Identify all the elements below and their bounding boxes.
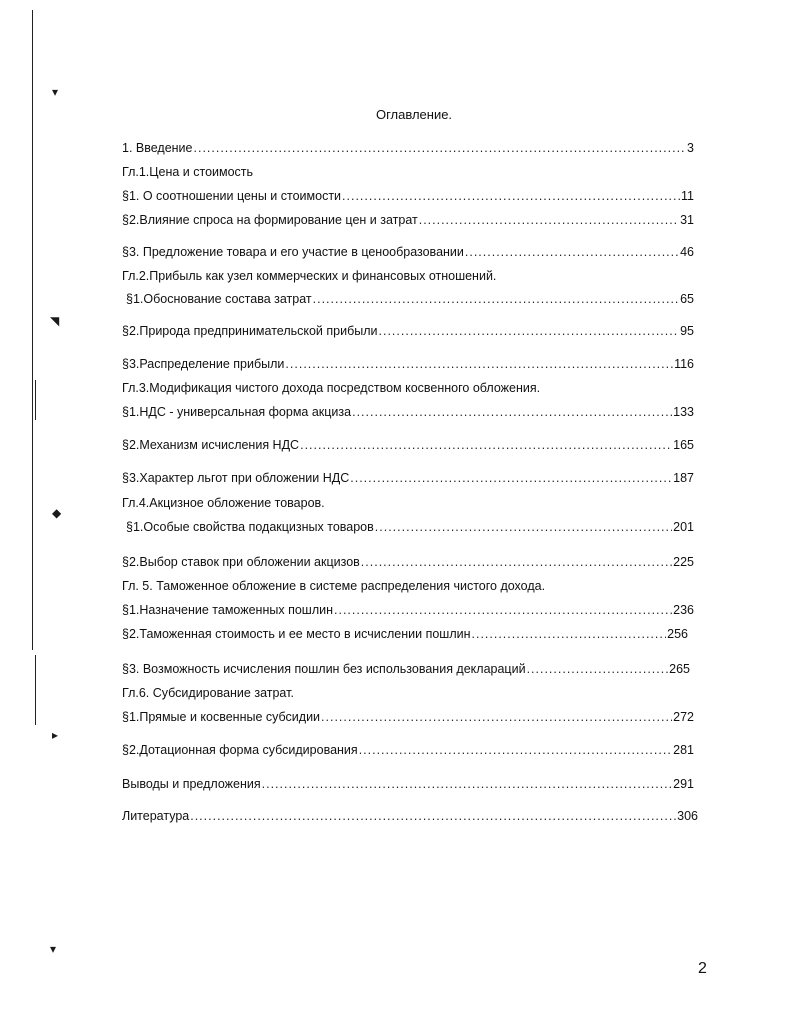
toc-leader-dots bbox=[321, 710, 672, 724]
toc-entry bbox=[126, 292, 694, 306]
toc-page-number: 272 bbox=[673, 710, 694, 724]
chapter-heading: Гл.4.Акцизное обложение товаров. bbox=[122, 496, 325, 510]
toc-entry-text: §2.Выбор ставок при обложении акцизов bbox=[122, 555, 360, 569]
toc-leader-dots bbox=[527, 662, 669, 676]
toc-entry bbox=[122, 710, 694, 724]
toc-page-number: 46 bbox=[680, 245, 694, 259]
toc-entry-text: §1.НДС - универсальная форма акциза bbox=[122, 405, 352, 419]
toc-entry-text: §2.Природа предпринимательской прибыли bbox=[122, 324, 378, 338]
chapter-heading: Гл.2.Прибыль как узел коммерческих и финансовых отношений. bbox=[122, 269, 497, 283]
toc-page-number: 31 bbox=[680, 213, 694, 227]
toc-entry bbox=[122, 357, 694, 371]
toc-leader-dots bbox=[352, 405, 672, 419]
toc-page-number: 225 bbox=[673, 555, 694, 569]
toc-entry bbox=[122, 743, 694, 757]
toc-entry bbox=[122, 662, 690, 676]
toc-entry bbox=[122, 213, 694, 227]
toc-entry-text: §3.Характер льгот при обложении НДС bbox=[122, 471, 350, 485]
hole-punch-mark: ▾ bbox=[52, 85, 59, 99]
toc-leader-dots bbox=[313, 292, 679, 306]
toc-entry-text: §2.Влияние спроса на формирование цен и затрат bbox=[122, 213, 418, 227]
toc-entry-text: §3. Предложение товара и его участие в ценообразовании bbox=[122, 245, 464, 259]
hole-punch-mark: ◆ bbox=[52, 506, 62, 520]
page-number: 2 bbox=[698, 960, 707, 977]
toc-page-number: 133 bbox=[673, 405, 694, 419]
toc-entry bbox=[122, 324, 694, 338]
toc-leader-dots bbox=[359, 743, 672, 757]
toc-entry bbox=[122, 471, 694, 485]
toc-leader-dots bbox=[300, 438, 672, 452]
toc-leader-dots bbox=[190, 809, 676, 823]
toc-entry-text: §2.Механизм исчисления НДС bbox=[122, 438, 300, 452]
toc-entry-text: §1.Обоснование состава затрат bbox=[126, 292, 312, 306]
toc-page-number: 281 bbox=[673, 743, 694, 757]
toc-entry-text: §1.Особые свойства подакцизных товаров bbox=[126, 520, 374, 534]
toc-entry-text: §1.Прямые и косвенные субсидии bbox=[122, 710, 321, 724]
toc-title: Оглавление. bbox=[375, 107, 453, 122]
toc-page-number: 3 bbox=[687, 141, 694, 155]
toc-entry bbox=[122, 245, 694, 259]
toc-page-number: 291 bbox=[673, 777, 694, 791]
toc-entry-text: 1. Введение bbox=[122, 141, 193, 155]
toc-entry-text: §1. О соотношении цены и стоимости bbox=[122, 189, 342, 203]
chapter-heading: Гл.6. Субсидирование затрат. bbox=[122, 686, 294, 700]
hole-punch-mark: ◥ bbox=[50, 314, 60, 328]
toc-page-number: 265 bbox=[669, 662, 690, 676]
toc-entry bbox=[122, 141, 694, 155]
toc-entry bbox=[122, 603, 694, 617]
toc-leader-dots bbox=[194, 141, 687, 155]
toc-entry bbox=[122, 438, 694, 452]
toc-leader-dots bbox=[361, 555, 672, 569]
toc-page-number: 165 bbox=[673, 438, 694, 452]
toc-leader-dots bbox=[342, 189, 680, 203]
toc-entry-text: Выводы и предложения bbox=[122, 777, 261, 791]
toc-entry bbox=[122, 809, 698, 823]
toc-leader-dots bbox=[375, 520, 672, 534]
toc-page-number: 116 bbox=[674, 357, 694, 371]
toc-leader-dots bbox=[334, 603, 672, 617]
scan-edge-line bbox=[32, 10, 33, 650]
toc-entry bbox=[122, 555, 694, 569]
toc-entry bbox=[122, 777, 694, 791]
chapter-heading: Гл.1.Цена и стоимость bbox=[122, 165, 254, 179]
toc-entry bbox=[122, 627, 688, 641]
toc-page-number: 306 bbox=[677, 809, 698, 823]
toc-leader-dots bbox=[379, 324, 680, 338]
toc-page-number: 11 bbox=[681, 189, 694, 203]
toc-page-number: 236 bbox=[673, 603, 694, 617]
scan-edge-line bbox=[35, 655, 36, 725]
toc-leader-dots bbox=[465, 245, 679, 259]
toc-page-number: 256 bbox=[667, 627, 688, 641]
toc-leader-dots bbox=[262, 777, 673, 791]
scan-edge-line bbox=[35, 380, 36, 420]
toc-page-number: 187 bbox=[673, 471, 694, 485]
toc-leader-dots bbox=[285, 357, 673, 371]
hole-punch-mark: ▸ bbox=[52, 728, 59, 742]
toc-leader-dots bbox=[472, 627, 667, 641]
toc-leader-dots bbox=[350, 471, 672, 485]
toc-entry bbox=[126, 520, 694, 534]
chapter-heading: Гл. 5. Таможенное обложение в системе распределения чистого дохода. bbox=[122, 579, 546, 593]
toc-page-number: 65 bbox=[680, 292, 694, 306]
toc-entry-text: Литература bbox=[122, 809, 190, 823]
toc-entry bbox=[122, 189, 694, 203]
toc-entry-text: §2.Дотационная форма субсидирования bbox=[122, 743, 358, 757]
hole-punch-mark: ▾ bbox=[50, 942, 57, 956]
chapter-heading: Гл.3.Модификация чистого дохода посредством косвенного обложения. bbox=[122, 381, 541, 395]
toc-page-number: 95 bbox=[680, 324, 694, 338]
toc-entry bbox=[122, 405, 694, 419]
toc-leader-dots bbox=[419, 213, 679, 227]
toc-entry-text: §3.Распределение прибыли bbox=[122, 357, 285, 371]
toc-entry-text: §2.Таможенная стоимость и ее место в исчислении пошлин bbox=[122, 627, 471, 641]
toc-entry-text: §1.Назначение таможенных пошлин bbox=[122, 603, 333, 617]
toc-page-number: 201 bbox=[673, 520, 694, 534]
toc-entry-text: §3. Возможность исчисления пошлин без использования деклараций bbox=[122, 662, 526, 676]
